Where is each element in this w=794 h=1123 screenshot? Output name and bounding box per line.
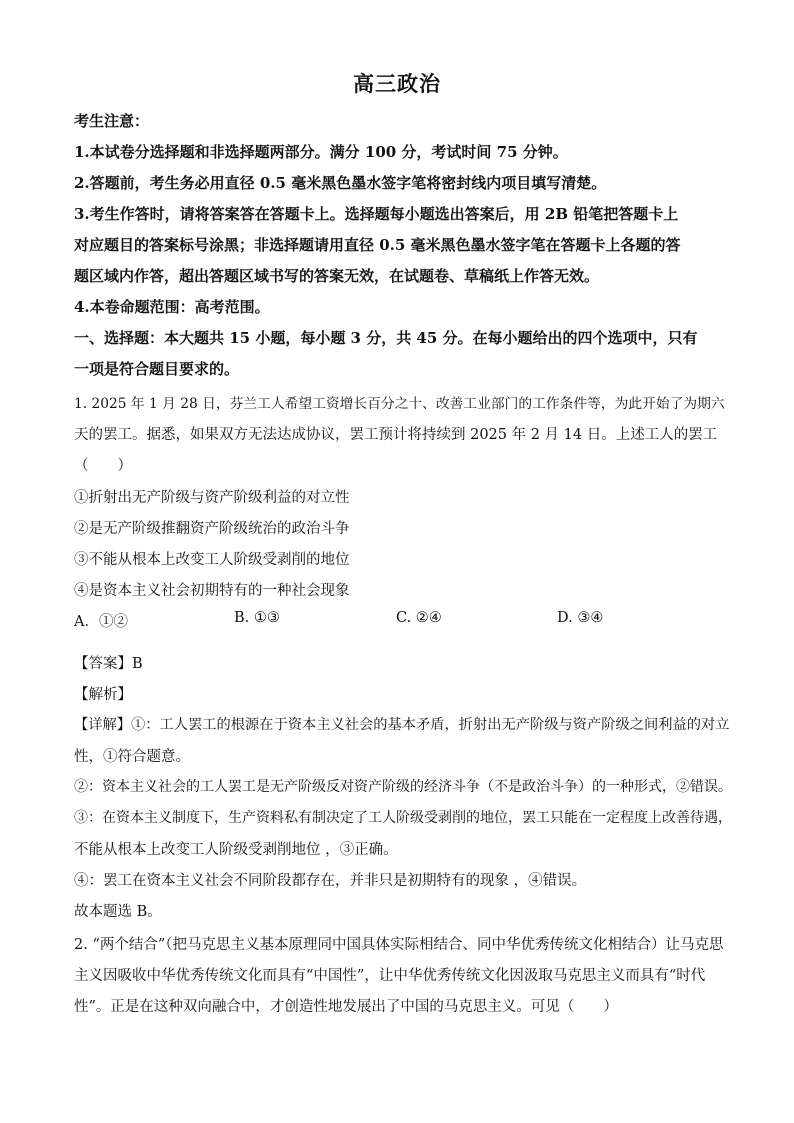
notice-item-3: 3.考生作答时，请将答案答在答题卡上。选择题每小题选出答案后，用 2B 铅笔把答题卡上	[74, 205, 679, 223]
q1-detail-line-4: ③：在资本主义制度下，生产资料私有制决定了工人阶级受剥削的地位，罢工只能在一定程度上改善待遇，	[74, 810, 732, 826]
q1-answer: 【答案】B	[74, 656, 143, 672]
notice-item-3-cont-2: 题区域内作答，超出答题区域书写的答案无效，在试题卷、草稿纸上作答无效。	[74, 267, 600, 285]
q1-stem-line-1: 1. 2025 年 1 月 28 日，芬兰工人希望工资增长百分之十、改善工业部门的工作条件等，为此开始了为期六	[74, 396, 725, 412]
q1-option-c: C. ②④	[396, 610, 442, 626]
q1-statement-1: ①折射出无产阶级与资产阶级利益的对立性	[74, 490, 350, 506]
q1-detail-line-6: ④：罢工在资本主义社会不同阶段都存在，并非只是初期特有的现象 ，④错误。	[74, 873, 587, 889]
q2-stem-line-1: 2. “两个结合”（把马克思主义基本原理同中国具体实际相结合、同中华优秀传统文化相结合）让马克思	[74, 937, 724, 953]
q1-detail-line-5: 不能从根本上改变工人阶级受剥削地位 ，③正确。	[74, 842, 398, 858]
q2-stem-line-3: 性”。正是在这种双向融合中，才创造性地发展出了中国的马克思主义。可见（ ）	[74, 999, 618, 1015]
q1-statement-4: ④是资本主义社会初期特有的一种社会现象	[74, 583, 350, 599]
q1-option-b: B. ①③	[234, 610, 280, 626]
q1-analysis-label: 【解析】	[74, 687, 132, 703]
q1-detail-line-1: 【详解】①：工人罢工的根源在于资本主义社会的基本矛盾，折射出无产阶级与资产阶级之间利益的对立	[74, 717, 730, 733]
notice-item-3-cont-1: 对应题目的答案标号涂黑；非选择题请用直径 0.5 毫米黑色墨水签字笔在答题卡上各题的答	[74, 236, 681, 254]
q1-stem-line-2: 天的罢工。据悉，如果双方无法达成协议，罢工预计将持续到 2025 年 2 月 14 日。上述工人的罢工	[74, 427, 718, 443]
q1-stem-blank: （ ）	[74, 458, 132, 474]
q1-detail-line-3: ②：资本主义社会的工人罢工是无产阶级反对资产阶级的经济斗争（不是政治斗争）的一种形式，②错误。	[74, 779, 732, 795]
q1-statement-3: ③不能从根本上改变工人阶级受剥削的地位	[74, 552, 350, 568]
q1-option-d: D. ③④	[557, 610, 604, 626]
q2-stem-line-2: 主义因吸收中华优秀传统文化而具有“中国性”，让中华优秀传统文化因汲取马克思主义而具有“时代	[74, 968, 706, 984]
q1-option-a: A．①②	[74, 614, 128, 630]
exam-title: 高三政治	[353, 71, 441, 96]
notice-heading: 考生注意：	[74, 112, 150, 130]
section-heading-line-2: 一项是符合题目要求的。	[74, 360, 240, 378]
q1-statement-2: ②是无产阶级推翻资产阶级统治的政治斗争	[74, 521, 350, 537]
notice-item-1: 1.本试卷分选择题和非选择题两部分。满分 100 分，考试时间 75 分钟。	[74, 143, 568, 161]
section-heading-line-1: 一、选择题：本大题共 15 小题，每小题 3 分，共 45 分。在每小题给出的四个选项中，只有	[74, 329, 698, 347]
q1-detail-line-2: 性，①符合题意。	[74, 749, 190, 765]
q1-conclusion: 故本题选 B。	[74, 904, 162, 920]
notice-item-2: 2.答题前，考生务必用直径 0.5 毫米黑色墨水签字笔将密封线内项目填写清楚。	[74, 174, 607, 192]
notice-item-4: 4.本卷命题范围：高考范围。	[74, 298, 270, 316]
